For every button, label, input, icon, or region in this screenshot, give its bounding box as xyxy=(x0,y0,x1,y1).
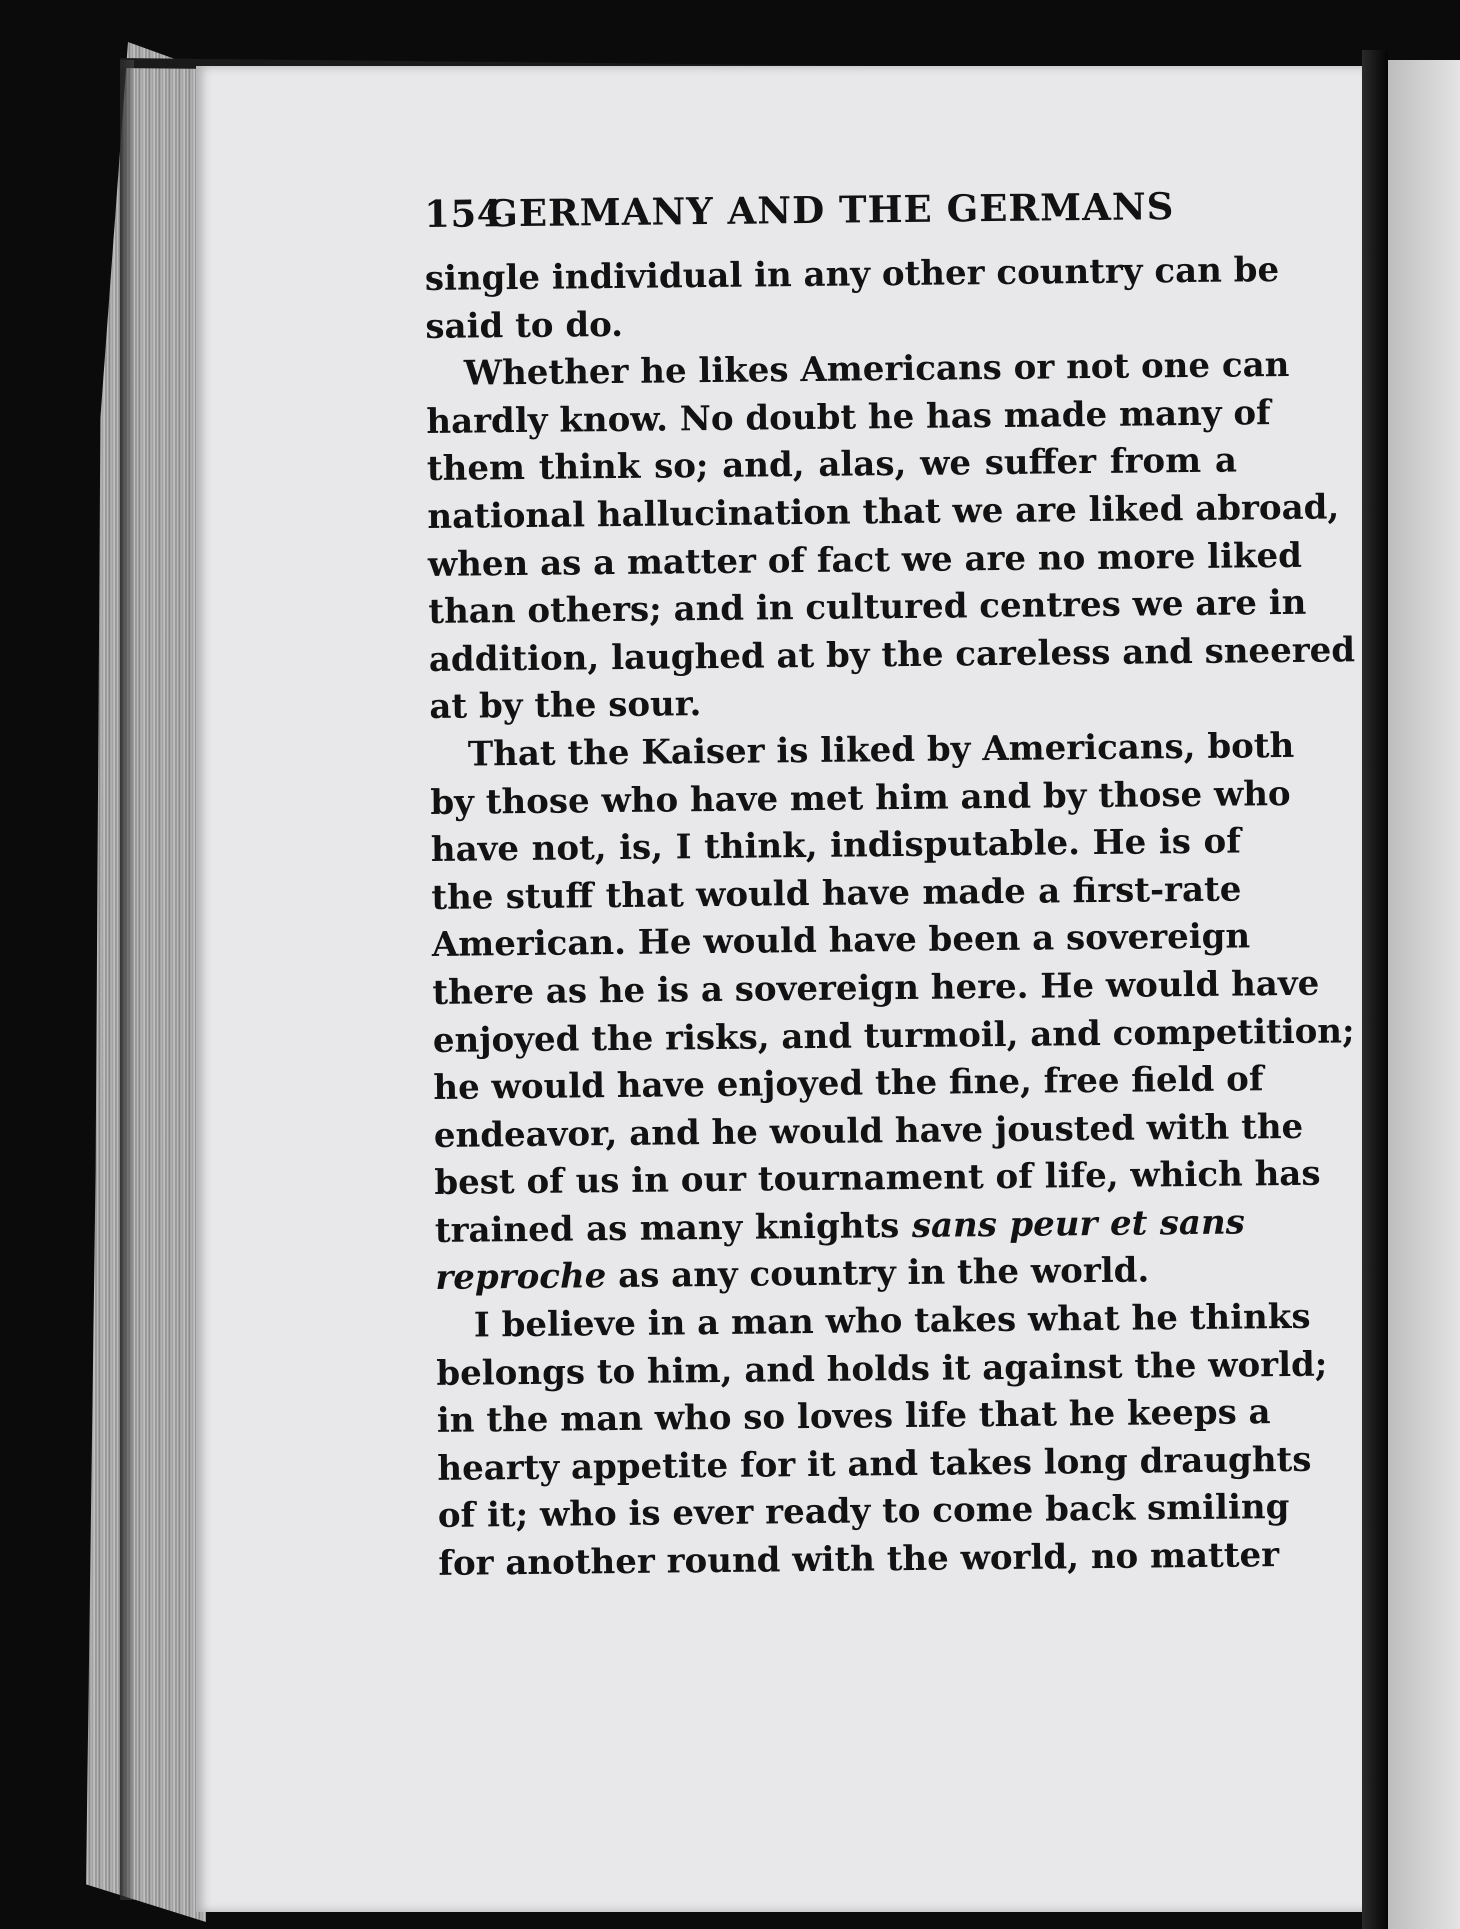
text-line: American. He would have been a sovereign xyxy=(431,916,1251,966)
running-title: GERMANY AND THE GERMANS xyxy=(485,184,1175,236)
text-line: endeavor, and he would have jousted with the xyxy=(433,1106,1304,1156)
text-line: by those who have met him and by those who xyxy=(430,773,1291,823)
text-line: addition, laughed at by the careless and sneered xyxy=(428,630,1356,680)
text-line: when as a matter of fact we are no more liked xyxy=(427,535,1303,585)
text-line: hearty appetite for it and takes long draughts xyxy=(437,1439,1312,1489)
text-line: Whether he likes Americans or not one can xyxy=(463,345,1290,394)
text-line: That the Kaiser is liked by Americans, both xyxy=(467,725,1295,775)
text-line: at by the sour. xyxy=(429,684,702,728)
facing-page-edge xyxy=(1388,60,1460,1929)
text-line: in the man who so loves life that he keeps a xyxy=(436,1392,1271,1442)
body-text xyxy=(424,248,1356,1589)
running-head xyxy=(424,184,1235,256)
text-line: the stuff that would have made a first-rate xyxy=(431,869,1242,918)
spine-shadow xyxy=(120,60,134,1900)
text-line: best of us in our tournament of life, which has xyxy=(434,1153,1321,1204)
text-line: national hallucination that we are liked abroad, xyxy=(427,487,1340,537)
text-line: for another round with the world, no matter xyxy=(438,1535,1280,1584)
text-line: he would have enjoyed the fine, free field of xyxy=(433,1059,1264,1109)
text-segment: trained as many knights xyxy=(434,1205,900,1251)
page-number: 154 xyxy=(424,191,504,236)
italic-phrase: reproche xyxy=(435,1256,607,1299)
text-line: belongs to him, and holds it against the world; xyxy=(436,1344,1328,1394)
text-segment: as any country in the world. xyxy=(617,1250,1150,1297)
text-line-mixed xyxy=(435,1199,1245,1255)
page-text xyxy=(424,184,1356,1589)
text-line: I believe in a man who takes what he thinks xyxy=(473,1296,1311,1346)
text-line: said to do. xyxy=(425,304,624,347)
text-line: than others; and in cultured centres we are in xyxy=(428,582,1307,633)
text-line: there as he is a sovereign here. He would have xyxy=(432,963,1320,1013)
italic-phrase: sans peur et sans xyxy=(911,1202,1246,1246)
text-line: single individual in any other country can be xyxy=(424,250,1280,299)
page-edges xyxy=(86,42,206,1922)
text-line-mixed xyxy=(435,1247,1245,1303)
text-line: hardly know. No doubt he has made many of xyxy=(426,392,1271,442)
text-line: them think so; and, alas, we suffer from a xyxy=(426,440,1238,490)
text-line: enjoyed the risks, and turmoil, and competition; xyxy=(432,1010,1355,1061)
text-line: have not, is, I think, indisputable. He is of xyxy=(430,821,1242,871)
binding-gutter xyxy=(1362,50,1388,1929)
text-line: of it; who is ever ready to come back smiling xyxy=(437,1487,1290,1537)
